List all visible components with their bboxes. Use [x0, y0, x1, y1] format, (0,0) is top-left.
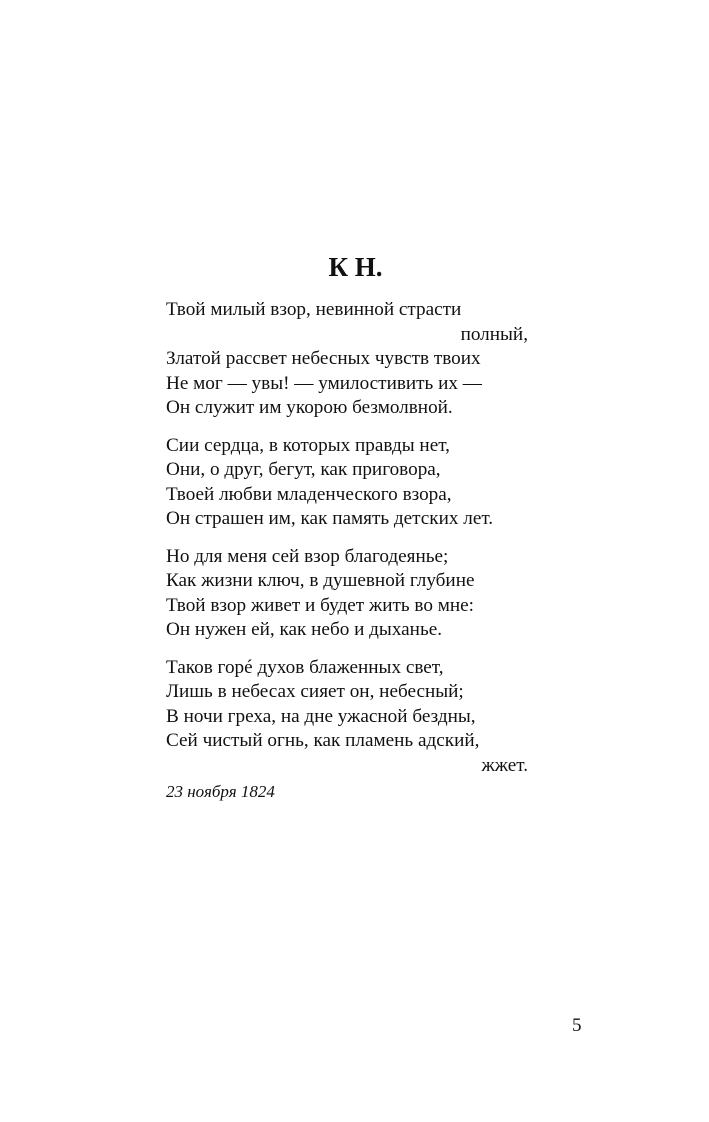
stanza — [166, 434, 546, 532]
stanza — [166, 298, 546, 421]
poem-title: К Н. — [328, 252, 383, 282]
verse-line: В ночи греха, на дне ужасной бездны, — [166, 705, 476, 727]
verse-line-continuation: жжет. — [481, 754, 528, 776]
verse-line: Не мог — увы! — умилостивить их — — [166, 372, 482, 394]
verse-line: Лишь в небесах сияет он, небесный; — [166, 681, 464, 702]
verse-line: Он страшен им, как память детских лет. — [166, 508, 494, 529]
verse-line: Твой взор живет и будет жить во мне: — [166, 594, 475, 616]
verse-line: Таков горé духов блаженных свет, — [166, 656, 444, 678]
page-number: 5 — [572, 1015, 582, 1036]
verse-line: Твоей любви младенческого взора, — [166, 483, 452, 505]
verse-line: Твой милый взор, невинной страсти — [166, 299, 462, 320]
verse-line: Но для меня сей взор благодеянье; — [166, 545, 449, 567]
stanza — [166, 656, 546, 779]
verse-line: Они, о друг, бегут, как приговора, — [166, 459, 441, 480]
poem-body — [166, 298, 546, 791]
verse-line: Златой рассвет небесных чувств твоих — [166, 348, 481, 369]
verse-line: Он служит им укорою безмолвной. — [166, 397, 453, 418]
stanza — [166, 545, 546, 643]
verse-line: Сей чистый огнь, как пламень адский, — [166, 730, 480, 751]
verse-line: Как жизни ключ, в душевной глубине — [166, 570, 475, 591]
verse-line: Сии сердца, в которых правды нет, — [166, 434, 450, 456]
verse-line-continuation: полный, — [460, 323, 528, 345]
verse-line: Он нужен ей, как небо и дыханье. — [166, 619, 443, 640]
poem-date: 23 ноября 1824 — [166, 782, 275, 801]
